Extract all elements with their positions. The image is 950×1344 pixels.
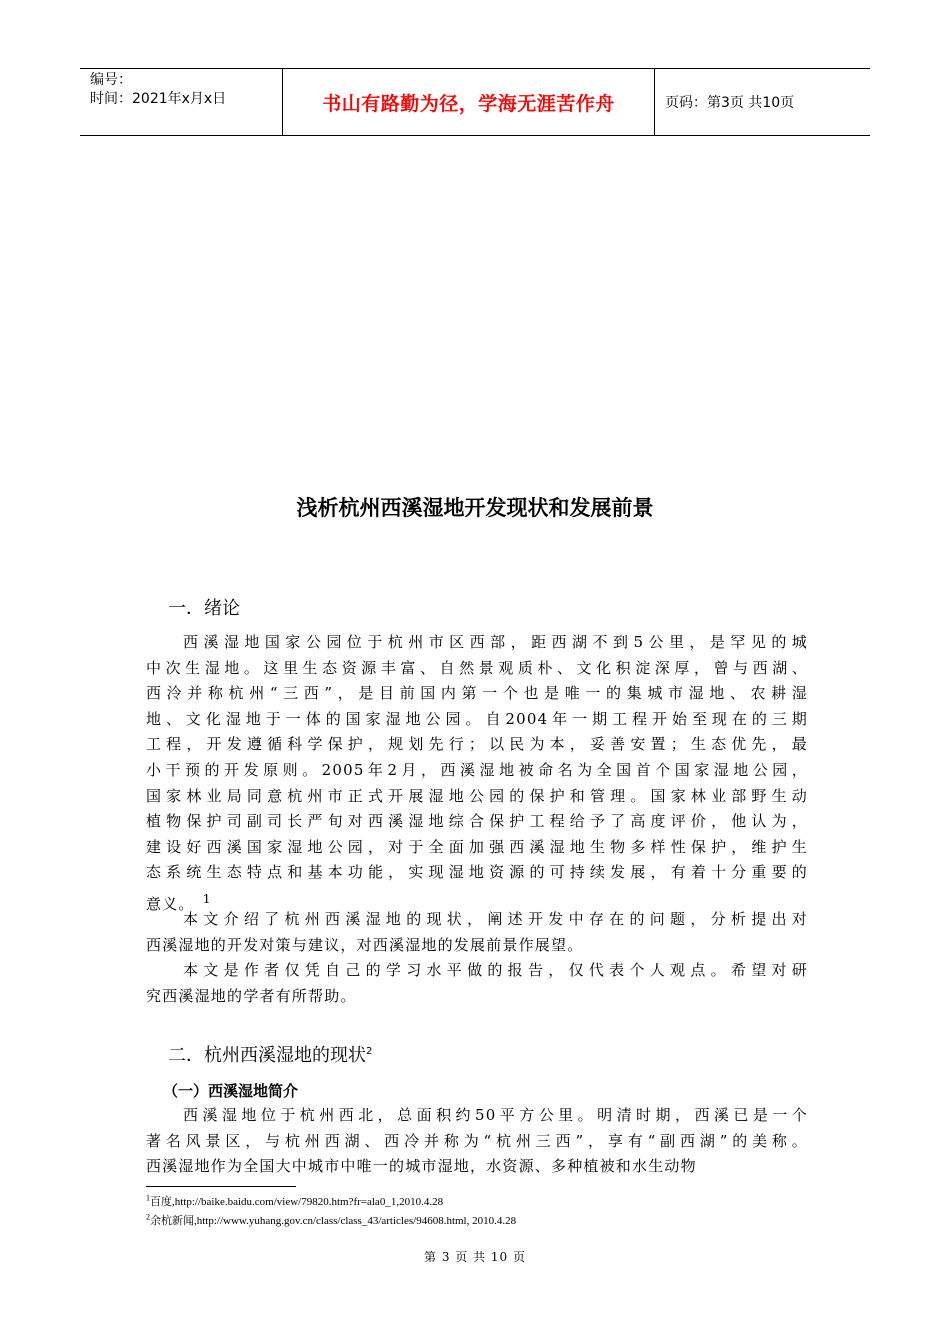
section-heading-text: 一．绪论 [168, 598, 240, 619]
document-number-label: 编号： [90, 72, 132, 88]
footnote-text: 百度,http://baike.baidu.com/view/79820.htm?fr=ala0_1,2010.4.28 [150, 1196, 444, 1208]
paragraph-introduction [146, 630, 808, 912]
header-table [80, 68, 870, 136]
text-line: 意义。 $^1$ [146, 890, 212, 913]
footnote-1 [146, 1193, 443, 1209]
text-line: 中次生湿地。这里生态资源丰富、自然景观质朴、文化积淀深厚，曾与西湖、 [146, 658, 808, 677]
document-title: 浅析杭州西溪湿地开发现状和发展前景 [296, 496, 654, 520]
footnote-number: 2 [146, 1212, 150, 1222]
text-line: 建设好西溪国家湿地公园，对于全面加强西溪湿地生物多样性保护，维护生 [146, 837, 808, 856]
text-line: 西溪湿地的开发对策与建议，对西溪湿地的发展前景作展望。 [146, 935, 584, 954]
text-line: 西溪湿地位于杭州西北，总面积约50平方公里。明清时期，西溪已是一个 [183, 1106, 808, 1124]
text-line: 地、文化湿地于一体的国家湿地公园。自2004年一期工程开始至现在的三期 [146, 709, 808, 728]
footnote-divider [146, 1186, 296, 1187]
header-left-cell [80, 69, 282, 135]
section-heading-text: 二．杭州西溪湿地的现状 [168, 1045, 366, 1066]
text-line: 本文介绍了杭州西溪湿地的现状，阐述开发中存在的问题，分析提出对 [183, 910, 808, 928]
header-page-cell [655, 69, 870, 135]
header-motto-cell [282, 69, 655, 135]
text-line: 西溪湿地国家公园位于杭州市区西部，距西湖不到5公里，是罕见的城 [183, 633, 808, 651]
footnote-mark[interactable]: 2 [366, 1046, 373, 1057]
document-time-label: 时间：2021年x月x日 [90, 91, 227, 107]
section-heading-status [168, 1041, 372, 1067]
text-line: 著名风景区，与杭州西湖、西冷并称为“杭州三西”，享有“副西湖”的美称。 [146, 1131, 808, 1150]
subsection-heading-intro: （一）西溪湿地简介 [163, 1082, 299, 1100]
text-line: 植物保护司副司长严旬对西溪湿地综合保护工程给予了高度评价，他认为， [146, 812, 808, 831]
text-line: 工程，开发遵循科学保护，规划先行；以民为本，妥善安置；生态优先，最 [146, 735, 808, 754]
section-heading-introduction [168, 594, 240, 620]
header-page-label: 页码：第3页 共10页 [665, 95, 795, 111]
text-line: 小干预的开发原则。2005年2月，西溪湿地被命名为全国首个国家湿地公园， [146, 760, 808, 779]
footnote-mark[interactable]: 1 [202, 890, 212, 906]
paragraph-disclaimer [146, 958, 808, 1009]
footnote-text: 余杭新闻,http://www.yuhang.gov.cn/class/class_43/articles/94608.html, 2010.4.28 [150, 1215, 517, 1227]
paragraph-overview [146, 907, 808, 958]
text-line: 西溪湿地作为全国大中城市中唯一的城市湿地，水资源、多种植被和水生动物 [146, 1157, 697, 1176]
text-line: 究西溪湿地的学者有所帮助。 [146, 986, 357, 1005]
text-line: 态系统生态特点和基本功能，实现湿地资源的可持续发展，有着十分重要的 [146, 863, 808, 882]
text-line: 国家林业局同意杭州市正式开展湿地公园的保护和管理。国家林业部野生动 [146, 786, 808, 805]
page-footer: 第 3 页 共 10 页 [424, 1250, 526, 1264]
text-line: 西泠并称杭州“三西”，是目前国内第一个也是唯一的集城市湿地、农耕湿 [146, 684, 808, 703]
footnote-2 [146, 1212, 516, 1228]
text-line: 本文是作者仅凭自己的学习水平做的报告，仅代表个人观点。希望对研 [183, 961, 808, 979]
paragraph-xixi-intro [146, 1103, 808, 1180]
header-motto: 书山有路勤为径，学海无涯苦作舟 [322, 92, 615, 115]
footnote-number: 1 [146, 1193, 150, 1203]
